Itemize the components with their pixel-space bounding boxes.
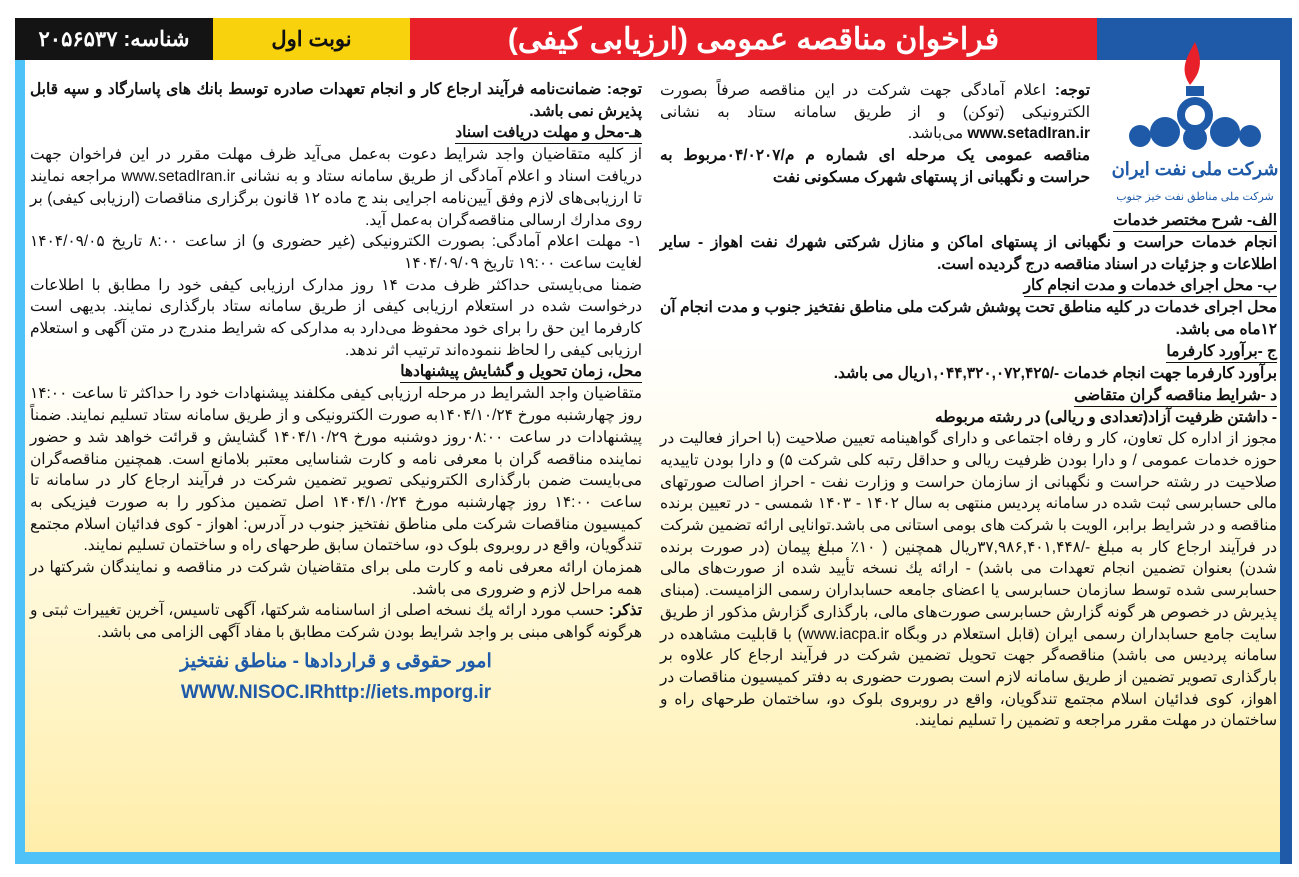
- section-c-title: ج -برآورد کارفرما: [1166, 342, 1277, 363]
- tender-number: مناقصه عمومی یک مرحله ای شماره م م/۰۴/۰۲۰۷مربوط به حراست و نگهبانی از پستهای شهرک مسکونی نفت: [660, 147, 1090, 186]
- reminder-text: حسب مورد ارائه یك نسخه اصلی از اساسنامه شرکتها، آگهی تاسیس، آخرین تغییرات ثبتی و هرگونه گواهی مبنی بر واجد شرایط بودن شرکت مطابق با مفاد آگهی الزامی می باشد.: [30, 602, 642, 642]
- section-d-text: مجوز از اداره کل تعاون، کار و رفاه اجتماعی و دارای گواهینامه تعیین صلاحیت (با احراز فعالیت در حوزه خدمات عمومی / و دارا بودن ظرفیت ریالی و حداقل رتبه کلی شرکت ۵) و دارا بودن تاییدیه صلاحیت در رشته حراست و نگهبانی از سازمان حراست و وزارت نفت - احراز اصالت صورتهای مالی حسابرسی ثبت شده در سامانه پردیس منتهی به سال ۱۴۰۲ - ۱۴۰۳ شمسی - در تعیین برنده مناقصه و در شرایط برابر، الویت با شرکت های بومی استانی می باشد.توانایی ارائه تضمین شرکت در فرآیند ارجاع کار به مبلغ -/۳۷,۹۸۶,۴۰۱,۴۴۸ریال همچنین ( ۱۰٪ مبلغ پیمان (در صورت برنده شدن) بعنوان تضمین انجام تعهدات می باشد) - ارائه یك نسخه تأیید شده از صورت‌های مالی حسابرسی شده توسط سازمان حسابرسی یا اعضای جامعه حسابداران رسمی الزامیست. (مبنای پذیرش در خصوص هر گونه گزارش حسابرسی صورت‌های مالی، بارگذاری گزارش مذکور از طریق سایت جامع حسابداران رسمی ایران (قابل استعلام در وبگاه www.iacpa.ir) با قابلیت مشاهده در سامانه پردیس می باشد) مناقصه‌گر جهت تحویل تضمین شرکت در فرآیند ارجاع کار علاوه بر بارگذاری تصویر تضمین از طریق سامانه لازم است بصورت حضوری به دفتر کمیسیون مناقصات در اهواز، کوی فدائیان اسلام مجتمع تندگویان، واقع در روبروی بلوک دو، ساختمان طرحهای راه و ساختمان در مهلت مقرر مراجعه و تضمین را تسلیم نمایند.: [660, 430, 1278, 730]
- note-end: می‌باشد.: [907, 125, 964, 143]
- section-a-title: الف- شرح مختصر خدمات: [1113, 211, 1277, 232]
- bank-note: توجه: ضمانت‌نامه فرآیند ارجاع کار و انجام تعهدات صادره توسط بانك های پاسارگاد و سپه قابل پذیرش نمی باشد.: [30, 81, 642, 120]
- section-e-deadline: ۱- مهلت اعلام آمادگی: بصورت الکترونیکی (غیر حضوری و) از ساعت ۸:۰۰ تاریخ ۱۴۰۴/۰۹/۰۵ لغایت ساعت ۱۹:۰۰ تاریخ ۱۴۰۴/۰۹/۰۹: [30, 233, 642, 272]
- section-f-more: همزمان ارائه معرفی نامه و کارت ملی برای متقاضیان شرکت در مناقصه و نمایندگان شرکتها در همه مراحل لازم و ضروری می باشد.: [30, 559, 642, 598]
- section-e-more: ضمنا می‌بایستی حداکثر ظرف مدت ۱۴ روز مدارک ارزیابی کیفی خود را مطابق با اطلاعات درخواست شده در استعلام ارزیابی کیفی از طریق سامانه ستاد بارگذاری نمایند. بدیهی است کارفرما این حق را برای خود محفوظ می‌دارد به مدارکی که شرایط مندرج در متن آگهی و استعلام ارزیابی کیفی را لحاظ ننموده‌اند ترتیب اثر ندهد.: [30, 276, 642, 359]
- frame-bottom-border: [15, 852, 1280, 864]
- section-c-text: برآورد کارفرما جهت انجام خدمات -/۱,۰۴۴,۳۲۰,۰۷۲,۴۲۵ریال می باشد.: [833, 364, 1277, 382]
- logo-sub: شرکت ملی مناطق نفت خیز جنوب: [1116, 191, 1274, 203]
- round-badge: نوبت اول: [213, 18, 410, 60]
- logo-name: شرکت ملی نفت ایران: [1111, 159, 1279, 179]
- section-b-text: محل اجرای خدمات در کلیه مناطق تحت پوشش شرکت ملی مناطق نفتخیز جنوب و مدت انجام آن ۱۲ماه می باشد.: [660, 299, 1277, 339]
- note-label: توجه:: [1054, 82, 1090, 99]
- right-column: [660, 80, 1277, 732]
- note-text: اعلام آمادگی جهت شرکت در این مناقصه صرفاً بصورت الکترونیکی (توکن) و از طریق سامانه ستاد به نشانی: [660, 82, 1090, 121]
- section-b-title: ب- محل اجرای خدمات و مدت انجام کار: [1024, 276, 1277, 297]
- section-d-sub: - داشتن ظرفیت آزاد(تعدادی و ریالی) در رشته مربوطه: [935, 408, 1277, 426]
- footer-department: امور حقوقی و قراردادها - مناطق نفتخیز: [180, 650, 492, 672]
- setad-link[interactable]: www.setadIran.ir: [967, 125, 1090, 143]
- section-e-text: از کلیه متقاضیان واجد شرایط دعوت به‌عمل می‌آید ظرف مهلت مقرر در این فراخوان جهت دریافت اسناد و اعلام آمادگی از طریق سامانه ستاد و به نشانی www.setadIran.ir مراجعه نمایند تا ارزیابی‌های لازم وفق آیین‌نامه اجرایی بند ج ماده ۱۲ قانون برگزاری مناقصات (ارزیابی کیفی) بر روی مدارك ارسالی مناقصه‌گران به‌عمل آید.: [30, 146, 643, 229]
- footer: [30, 646, 642, 708]
- notice-id: شناسه: ۲۰۵۶۵۳۷: [15, 18, 213, 60]
- frame-left-border: [15, 60, 25, 864]
- left-column: [30, 79, 642, 708]
- intro-block: [660, 80, 1090, 210]
- section-a-text: انجام خدمات حراست و نگهبانی از پستهای اماکن و منازل شرکتی شهرك نفت اهواز - سایر اطلاعات و جزئیات در اسناد مناقصه درج گردیده است.: [660, 234, 1277, 273]
- notice-title: فراخوان مناقصه عمومی (ارزیابی کیفی): [410, 18, 1097, 60]
- section-f-title: محل، زمان تحویل و گشایش پیشنهادها: [400, 362, 642, 383]
- footer-url[interactable]: WWW.NISOC.IRhttp://iets.mporg.ir: [180, 681, 492, 703]
- section-d-title: د -شرایط مناقصه گران متقاضی: [1074, 386, 1277, 407]
- reminder-label: تذکر:: [608, 602, 642, 620]
- section-f-text: متقاضیان واجد الشرایط در مرحله ارزیابی کیفی مکلفند پیشنهادات خود را حداکثر تا ساعت ۱۴:۰۰ روز چهارشنبه مورخ ۱۴۰۴/۱۰/۲۴به صورت الکترونیکی و از طریق سامانه ستاد تسلیم نمایند. ضمناً پیشنهادات در ساعت ۰۸:۰۰روز دوشنبه مورخ ۱۴۰۴/۱۰/۲۹ گشایش و قرائت خواهد شد و حضور نماینده مناقصه گران با معرفی نامه و کارت شناسایی معتبر بلامانع است. همچنین مناقصه‌گران می‌بایست ضمن بارگذاری الکترونیکی تصویر تضمین شرکت در فرآیند ارجاع کار در سامانه تا ساعت ۱۴:۰۰ روز چهارشنبه مورخ ۱۴۰۴/۱۰/۲۴ اصل تضمین مذکور را به صورت فیزیکی به کمیسیون مناقصات شرکت ملی مناطق نفتخیز جنوب در آدرس: اهواز - کوی فدائیان اسلام مجتمع تندگویان، واقع در روبروی بلوک دو، ساختمان سابق طرحهای راه و ساختمان تسلیم نمایند.: [30, 385, 643, 555]
- section-e-title: هـ-محل و مهلت دریافت اسناد: [455, 123, 642, 144]
